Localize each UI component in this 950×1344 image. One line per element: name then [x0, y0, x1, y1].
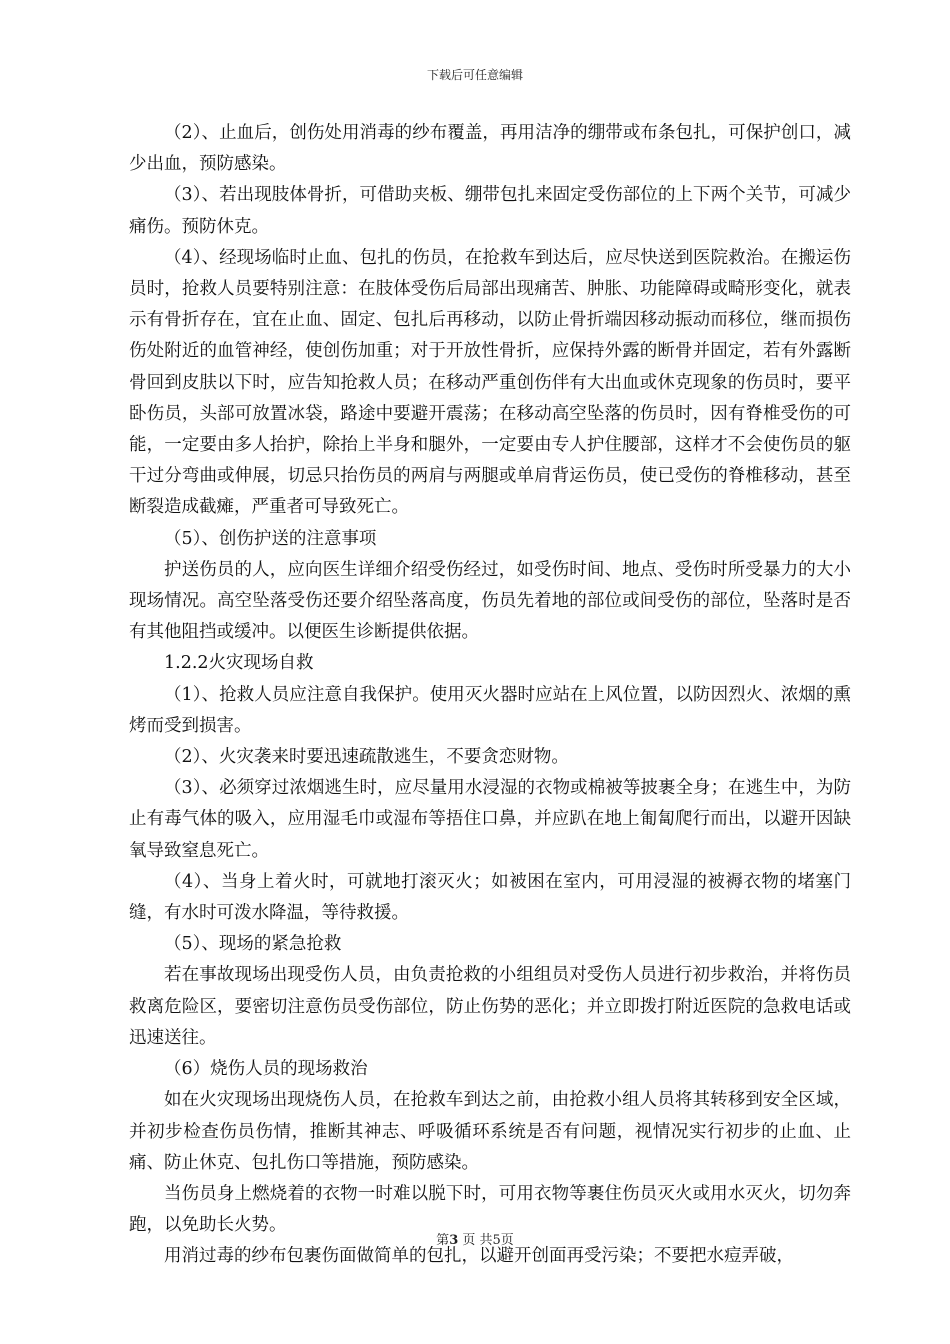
paragraph: （6）烧伤人员的现场救治 — [164, 1059, 368, 1080]
paragraph: （2）、止血后，创伤处用消毒的纱布覆盖，再用洁净的绷带或布条包扎，可保护创口，减少出血，预防感染。 — [129, 123, 851, 175]
paragraph: （1）、抢救人员应注意自我保护。使用灭火器时应站在上风位置，以防因烈火、浓烟的熏烤而受到损害。 — [129, 684, 851, 736]
paragraph: （5）、创伤护送的注意事项 — [164, 528, 377, 549]
footer-prefix: 第 — [436, 1233, 450, 1248]
document-body — [129, 118, 851, 1273]
paragraph: 若在事故现场出现受伤人员，由负责抢救的小组组员对受伤人员进行初步救治，并将伤员救离危险区，要密切注意伤员受伤部位，防止伤势的恶化；并立即拨打附近医院的急救电话或迅速送往。 — [129, 965, 851, 1048]
paragraph: 护送伤员的人，应向医生详细介绍受伤经过，如受伤时间、地点、受伤时所受暴力的大小现场情况。高空坠落受伤还要介绍坠落高度，伤员先着地的部位或间受伤的部位，坠落时是否有其他阻挡或缓冲。以便医生诊断提供依据。 — [129, 559, 851, 643]
page-total: 5 — [492, 1233, 501, 1248]
paragraph: 如在火灾现场出现烧伤人员，在抢救车到达之前，由抢救小组人员将其转移到安全区域，并初步检查伤员伤情，推断其神志、呼吸循环系统是否有问题，视情况实行初步的止血、止痛、防止休克、包扎伤口等措施，预防感染。 — [129, 1090, 851, 1173]
section-heading: 1.2.2火灾现场自救 — [164, 653, 314, 674]
paragraph: （4）、当身上着火时，可就地打滚灭火；如被困在室内，可用浸湿的被褥衣物的堵塞门缝，有水时可泼水降温，等待救援。 — [129, 871, 851, 924]
paragraph: 当伤员身上燃烧着的衣物一时难以脱下时，可用衣物等裹住伤员灭火或用水灭火，切勿奔跑，以免助长火势。 — [129, 1183, 851, 1236]
paragraph: （3）、若出现肢体骨折，可借助夹板、绷带包扎来固定受伤部位的上下两个关节，可减少痛伤。预防休克。 — [129, 185, 851, 237]
paragraph: （3）、必须穿过浓烟逃生时，应尽量用水浸湿的衣物或棉被等披裹全身；在逃生中，为防止有毒气体的吸入，应用湿毛巾或湿布等捂住口鼻，并应趴在地上匍匐爬行而出，以避开因缺氧导致窒息死亡。 — [129, 778, 851, 861]
paragraph: （5）、现场的紧急抢救 — [164, 934, 342, 955]
page-footer — [0, 1229, 950, 1248]
paragraph: 用消过毒的纱布包裹伤面做简单的包扎，以避开创面再受污染；不要把水痘弄破， — [164, 1246, 794, 1267]
page-number: 3 — [449, 1233, 459, 1248]
footer-suffix: 页 — [500, 1233, 514, 1248]
paragraph: （4）、经现场临时止血、包扎的伤员，在抢救车到达后，应尽快送到医院救治。在搬运伤员时，抢救人员要特别注意：在肢体受伤后局部出现痛苦、肿胀、功能障碍或畸形变化，就表示有骨折存在，宜在止血、固定、包扎后再移动，以防止骨折端因移动振动而移位，继而损伤伤处附近的血管神经，使创伤加重；对于开放性骨折，应保持外露的断骨并固定，若有外露断骨回到皮肤以下时，应告知抢救人员；在移动严重创伤伴有大出血或休克现象的伤员时，要平卧伤员，头部可放置冰袋，路途中要避开震荡；在移动高空坠落的伤员时，因有脊椎受伤的可能，一定要由多人抬护，除抬上半身和腿外，一定要由专人护住腰部，这样才不会使伤员的躯干过分弯曲或伸展，切忌只抬伤员的两肩与两腿或单肩背运伤员，使已受伤的脊椎移动，甚至断裂造成截瘫，严重者可导致死亡。 — [129, 247, 851, 518]
paragraph: （2）、火灾袭来时要迅速疏散逃生，不要贪恋财物。 — [164, 747, 569, 768]
footer-middle: 页 共 — [462, 1233, 493, 1248]
page-header: 下载后可任意编辑 — [426, 68, 523, 82]
